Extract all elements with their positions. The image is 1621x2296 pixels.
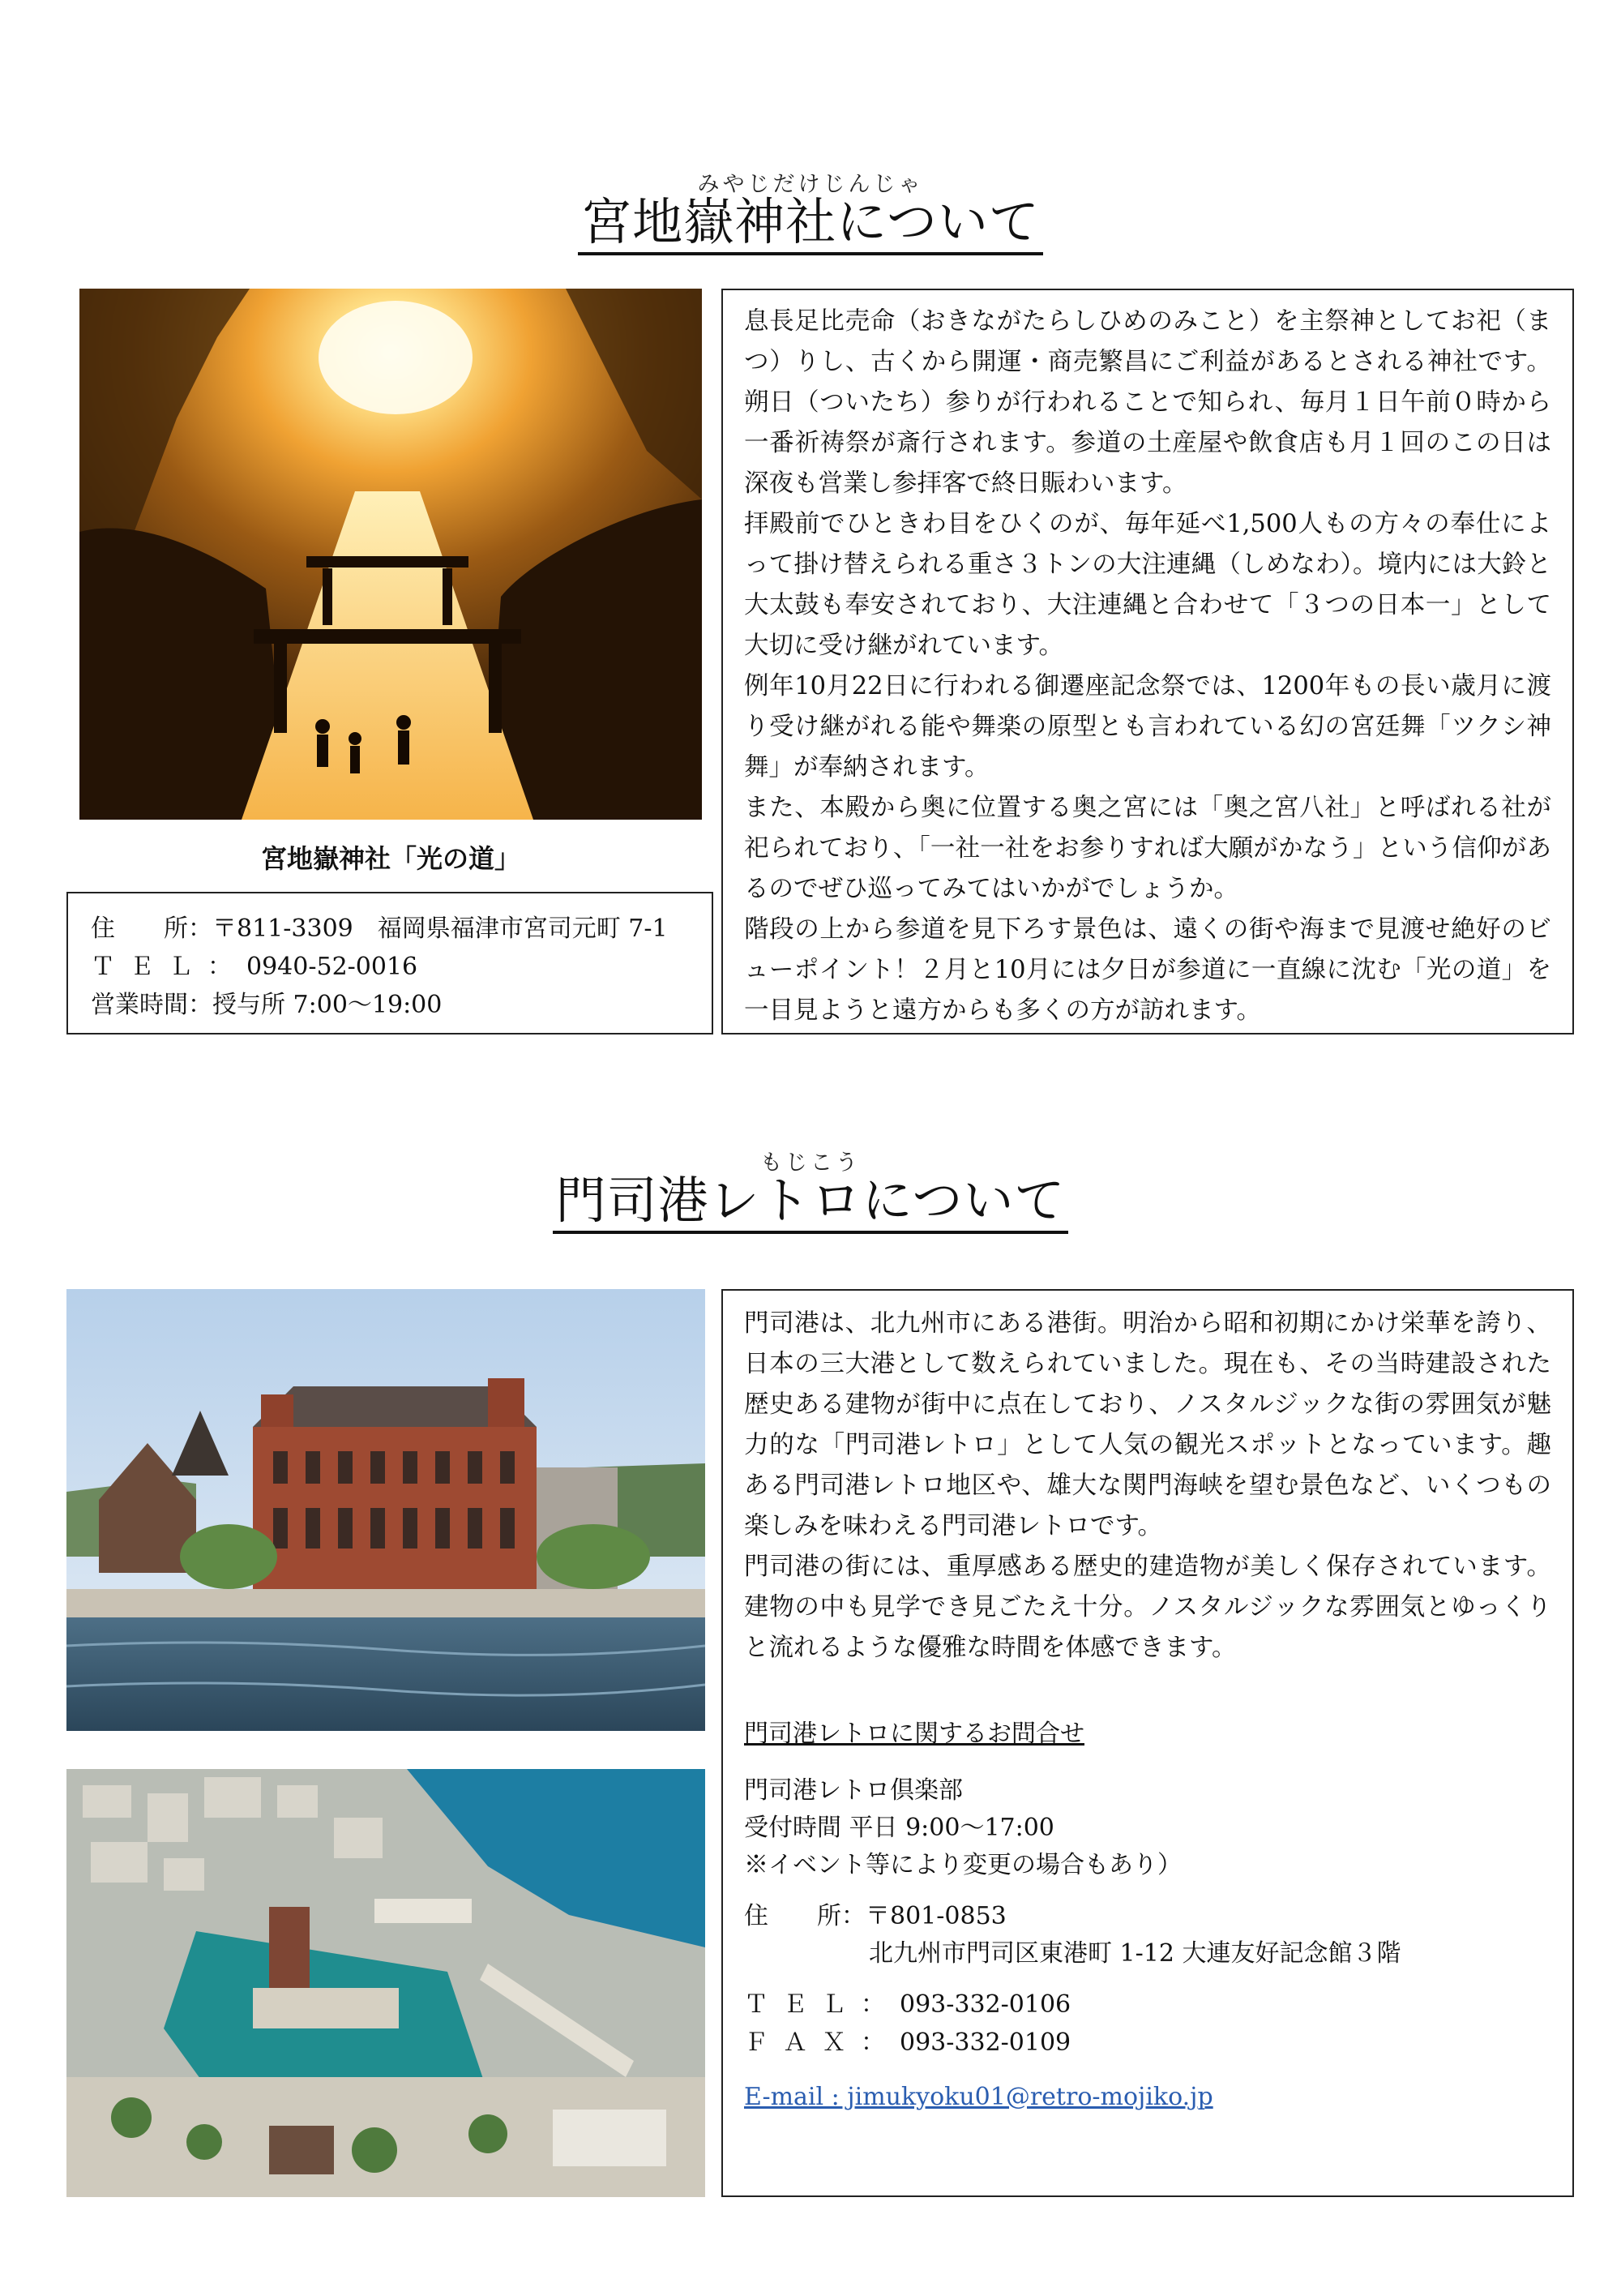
- contact-address-zip: 〒801-0853: [866, 1902, 1007, 1930]
- shrine-hours-row: [91, 986, 712, 1024]
- contact-note: ※イベント等により変更の場合もあり）: [744, 1851, 1182, 1879]
- contact-heading: 門司港レトロに関するお問合せ: [744, 1720, 1084, 1748]
- shrine-photo: [79, 289, 702, 820]
- section2-heading: [0, 1145, 1621, 1234]
- section1-heading: [0, 166, 1621, 255]
- contact-hours: 受付時間 平日 9:00〜17:00: [744, 1814, 1054, 1842]
- shrine-paragraph-4: また、本殿から奥に位置する奥之宮には「奥之宮八社」と呼ばれる社が祀られており、「一社一社をお参りすれば大願がかなう」という信仰があるのでぜひ巡ってみてはいかがでしょうか。: [744, 794, 1551, 903]
- shrine-tel-row: [91, 948, 712, 986]
- shrine-paragraph-1: 息長足比売命（おきながたらしひめのみこと）を主祭神としてお祀（まつ）りし、古くから開運・商売繁昌にご利益があるとされる神社です。朔日（ついたち）参りが行われることで知られ、毎月１日午前０時から一番祈祷祭が斎行されます。参道の土産屋や飲食店も月１回のこの日は深夜も営業し参拝客で終日賑わいます。: [744, 307, 1551, 498]
- shrine-description-box: [721, 289, 1574, 1034]
- shrine-paragraph-2: 拝殿前でひときわ目をひくのが、毎年延べ1,500人もの方々の奉仕によって掛け替えられる重さ３トンの大注連縄（しめなわ）。境内には大鈴と大太鼓も奉安されており、大注連縄と合わせて「３つの日本一」として大切に受け継がれています。: [744, 510, 1551, 660]
- shrine-hours-value: 授与所 7:00〜19:00: [212, 991, 443, 1019]
- shrine-paragraph-5: 階段の上から参道を見下ろす景色は、遠くの街や海まで見渡せ絶好のビューポイント！２月と10月には夕日が参道に一直線に沈む「光の道」を一目見ようと遠方からも多くの方が訪れます。: [744, 915, 1551, 1025]
- mojiko-description-box: [721, 1289, 1574, 2197]
- contact-address-label: 住 所：: [744, 1902, 866, 1930]
- shrine-address-row: [91, 910, 712, 948]
- shrine-address-label: 住 所：: [91, 915, 212, 943]
- contact-tel-row: [744, 1985, 1551, 2024]
- shrine-caption: 宮地嶽神社「光の道」: [260, 843, 520, 874]
- contact-fax-row: [744, 2024, 1551, 2062]
- mojiko-aerial-photo: [66, 1769, 705, 2197]
- contact-fax-label: ＦＡＸ：: [744, 2028, 900, 2057]
- contact-email-wrap: [744, 2083, 1551, 2111]
- shrine-info-box: [66, 892, 713, 1034]
- section1-title: 宮地嶽神社について: [578, 193, 1043, 255]
- contact-address-row: [744, 1897, 1551, 1935]
- section2-ruby: もじこう: [760, 1150, 861, 1176]
- shrine-address-value: 〒811-3309 福岡県福津市宮司元町 7-1: [212, 915, 668, 943]
- contact-address-line: 北九州市門司区東港町 1-12 大連友好記念館３階: [869, 1939, 1401, 1968]
- mojiko-building-photo: [66, 1289, 705, 1731]
- shrine-paragraph-3: 例年10月22日に行われる御遷座記念祭では、1200年もの長い歳月に渡り受け継がれる能や舞楽の原型とも言われている幻の宮廷舞「ツクシ神舞」が奉納されます。: [744, 672, 1551, 782]
- mojiko-paragraph-2: 門司港の街には、重厚感ある歴史的建造物が美しく保存されています。建物の中も見学でき見ごたえ十分。ノスタルジックな雰囲気とゆっくりと流れるような優雅な時間を体感できます。: [744, 1553, 1551, 1662]
- mojiko-paragraph-1: 門司港は、北九州市にある港街。明治から昭和初期にかけ栄華を誇り、日本の三大港として数えられていました。現在も、その当時建設された歴史ある建物が街中に点在しており、ノスタルジックな街の雰囲気が魅力的な「門司港レトロ」として人気の観光スポットとなっています。趣ある門司港レトロ地区や、雄大な関門海峡を望む景色など、いくつもの楽しみを味わえる門司港レトロです。: [744, 1309, 1551, 1540]
- contact-email-link[interactable]: E-mail : jimukyoku01@retro-mojiko.jp: [744, 2083, 1213, 2111]
- section1-ruby: みやじだけじんじゃ: [697, 172, 924, 197]
- section2-title: 門司港レトロについて: [553, 1172, 1069, 1234]
- shrine-tel-value: 0940-52-0016: [246, 953, 418, 981]
- shrine-hours-label: 営業時間：: [91, 991, 212, 1019]
- contact-tel-value: 093-332-0106: [900, 1990, 1071, 2019]
- contact-tel-label: ＴＥＬ：: [744, 1990, 900, 2019]
- contact-fax-value: 093-332-0109: [900, 2028, 1071, 2057]
- contact-org: 門司港レトロ倶楽部: [744, 1776, 963, 1805]
- shrine-tel-label: ＴＥＬ：: [91, 953, 246, 981]
